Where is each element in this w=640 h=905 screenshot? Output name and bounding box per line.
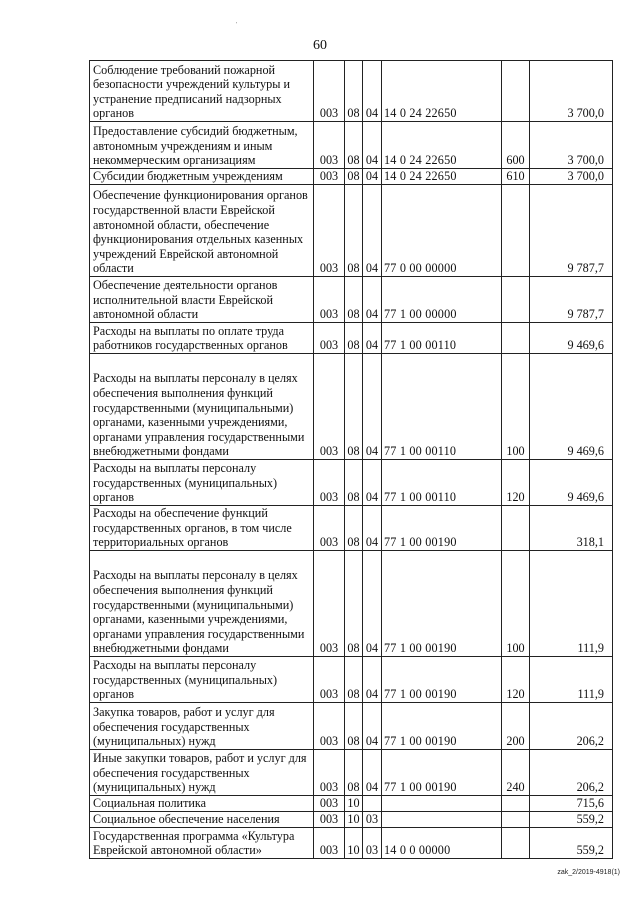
table-row [90, 122, 613, 169]
cell-vr [502, 828, 530, 859]
cell-sum: 206,2 [530, 750, 613, 796]
cell-rz: 08 [345, 460, 363, 506]
cell-sum: 9 787,7 [530, 185, 613, 277]
cell-csr: 77 0 00 00000 [382, 185, 502, 277]
cell-vr [502, 506, 530, 551]
page-number: 60 [313, 38, 327, 53]
row-name: Расходы на выплаты персоналу государственных (муниципальных) органов [90, 657, 314, 703]
table-row [90, 323, 613, 354]
cell-gr: 003 [314, 812, 345, 828]
table-row [90, 703, 613, 750]
cell-csr: 14 0 24 22650 [382, 61, 502, 122]
cell-gr: 003 [314, 185, 345, 277]
cell-csr: 14 0 24 22650 [382, 169, 502, 185]
cell-sum: 715,6 [530, 796, 613, 812]
cell-rz: 10 [345, 812, 363, 828]
cell-gr: 003 [314, 750, 345, 796]
cell-csr: 77 1 00 00190 [382, 703, 502, 750]
row-name: Социальная политика [90, 796, 314, 812]
document-code: zak_2/2019-4918(1) [557, 869, 620, 876]
cell-csr: 14 0 24 22650 [382, 122, 502, 169]
cell-pr: 04 [363, 354, 382, 460]
cell-sum: 3 700,0 [530, 122, 613, 169]
cell-sum: 206,2 [530, 703, 613, 750]
row-name: Социальное обеспечение населения [90, 812, 314, 828]
cell-vr: 100 [502, 354, 530, 460]
row-name: Соблюдение требований пожарной безопасности учреждений культуры и устранение предписаний надзорных органов [90, 61, 314, 122]
cell-gr: 003 [314, 551, 345, 657]
cell-rz: 08 [345, 169, 363, 185]
cell-vr: 200 [502, 703, 530, 750]
cell-rz: 08 [345, 354, 363, 460]
cell-gr: 003 [314, 828, 345, 859]
cell-rz: 08 [345, 122, 363, 169]
table-row [90, 796, 613, 812]
cell-vr: 120 [502, 657, 530, 703]
cell-rz: 10 [345, 828, 363, 859]
cell-sum: 559,2 [530, 828, 613, 859]
cell-csr: 77 1 00 00190 [382, 506, 502, 551]
row-name: Обеспечение функционирования органов государственной власти Еврейской автономной области, обеспечение функционирования отдельных казенных учреждений Еврейской автономной области [90, 185, 314, 277]
table-row [90, 506, 613, 551]
cell-rz: 08 [345, 61, 363, 122]
cell-sum: 3 700,0 [530, 61, 613, 122]
cell-csr: 77 1 00 00000 [382, 277, 502, 323]
row-name: Расходы на выплаты персоналу в целях обеспечения выполнения функций государственными (муниципальными) органами, казенными учреждениями, органами управления государственными внебюджетными фондами [90, 354, 314, 460]
cell-vr [502, 812, 530, 828]
cell-csr: 77 1 00 00110 [382, 354, 502, 460]
budget-table [89, 60, 613, 859]
cell-rz: 10 [345, 796, 363, 812]
cell-vr: 100 [502, 551, 530, 657]
cell-sum: 559,2 [530, 812, 613, 828]
cell-csr: 77 1 00 00110 [382, 323, 502, 354]
row-name: Иные закупки товаров, работ и услуг для обеспечения государственных (муниципальных) нужд [90, 750, 314, 796]
cell-sum: 111,9 [530, 657, 613, 703]
cell-gr: 003 [314, 61, 345, 122]
table-row [90, 750, 613, 796]
cell-rz: 08 [345, 750, 363, 796]
cell-pr: 04 [363, 703, 382, 750]
cell-pr: 04 [363, 169, 382, 185]
cell-sum: 9 469,6 [530, 323, 613, 354]
row-name: Государственная программа «Культура Еврейской автономной области» [90, 828, 314, 859]
cell-vr [502, 796, 530, 812]
cell-rz: 08 [345, 657, 363, 703]
cell-sum: 111,9 [530, 551, 613, 657]
table-row [90, 551, 613, 657]
table-row [90, 61, 613, 122]
cell-sum: 9 469,6 [530, 460, 613, 506]
cell-rz: 08 [345, 323, 363, 354]
cell-csr: 77 1 00 00190 [382, 657, 502, 703]
cell-vr: 120 [502, 460, 530, 506]
table-row [90, 657, 613, 703]
table-row [90, 354, 613, 460]
cell-sum: 9 787,7 [530, 277, 613, 323]
cell-rz: 08 [345, 506, 363, 551]
cell-sum: 9 469,6 [530, 354, 613, 460]
cell-pr: 04 [363, 185, 382, 277]
scan-mark: ' [236, 22, 238, 28]
cell-pr: 04 [363, 551, 382, 657]
cell-csr: 77 1 00 00110 [382, 460, 502, 506]
row-name: Расходы на выплаты персоналу в целях обеспечения выполнения функций государственными (муниципальными) органами, казенными учреждениями, органами управления государственными внебюджетными фондами [90, 551, 314, 657]
cell-sum: 318,1 [530, 506, 613, 551]
cell-pr: 03 [363, 828, 382, 859]
cell-vr [502, 185, 530, 277]
row-name: Предоставление субсидий бюджетным, автономным учреждениям и иным некоммерческим организациям [90, 122, 314, 169]
cell-pr: 04 [363, 750, 382, 796]
cell-rz: 08 [345, 277, 363, 323]
cell-pr: 04 [363, 460, 382, 506]
row-name: Обеспечение деятельности органов исполнительной власти Еврейской автономной области [90, 277, 314, 323]
row-name: Расходы на выплаты по оплате труда работников государственных органов [90, 323, 314, 354]
table-row [90, 277, 613, 323]
cell-rz: 08 [345, 185, 363, 277]
cell-gr: 003 [314, 323, 345, 354]
cell-gr: 003 [314, 703, 345, 750]
cell-csr [382, 796, 502, 812]
cell-pr [363, 796, 382, 812]
cell-gr: 003 [314, 506, 345, 551]
cell-pr: 04 [363, 277, 382, 323]
cell-vr: 610 [502, 169, 530, 185]
cell-gr: 003 [314, 169, 345, 185]
cell-gr: 003 [314, 796, 345, 812]
cell-vr [502, 61, 530, 122]
cell-gr: 003 [314, 277, 345, 323]
cell-pr: 04 [363, 657, 382, 703]
cell-csr [382, 812, 502, 828]
cell-vr: 600 [502, 122, 530, 169]
cell-pr: 04 [363, 506, 382, 551]
cell-gr: 003 [314, 657, 345, 703]
cell-vr [502, 277, 530, 323]
cell-gr: 003 [314, 122, 345, 169]
cell-sum: 3 700,0 [530, 169, 613, 185]
row-name: Расходы на обеспечение функций государственных органов, в том числе территориальных органов [90, 506, 314, 551]
cell-pr: 04 [363, 122, 382, 169]
cell-gr: 003 [314, 354, 345, 460]
cell-pr: 04 [363, 323, 382, 354]
cell-csr: 77 1 00 00190 [382, 551, 502, 657]
row-name: Субсидии бюджетным учреждениям [90, 169, 314, 185]
table-row [90, 169, 613, 185]
cell-rz: 08 [345, 703, 363, 750]
table-row [90, 812, 613, 828]
table-row [90, 828, 613, 859]
cell-pr: 04 [363, 61, 382, 122]
cell-vr [502, 323, 530, 354]
cell-rz: 08 [345, 551, 363, 657]
cell-pr: 03 [363, 812, 382, 828]
cell-vr: 240 [502, 750, 530, 796]
row-name: Расходы на выплаты персоналу государственных (муниципальных) органов [90, 460, 314, 506]
table-row [90, 460, 613, 506]
cell-csr: 77 1 00 00190 [382, 750, 502, 796]
table-row [90, 185, 613, 277]
cell-gr: 003 [314, 460, 345, 506]
cell-csr: 14 0 0 00000 [382, 828, 502, 859]
row-name: Закупка товаров, работ и услуг для обеспечения государственных (муниципальных) нужд [90, 703, 314, 750]
